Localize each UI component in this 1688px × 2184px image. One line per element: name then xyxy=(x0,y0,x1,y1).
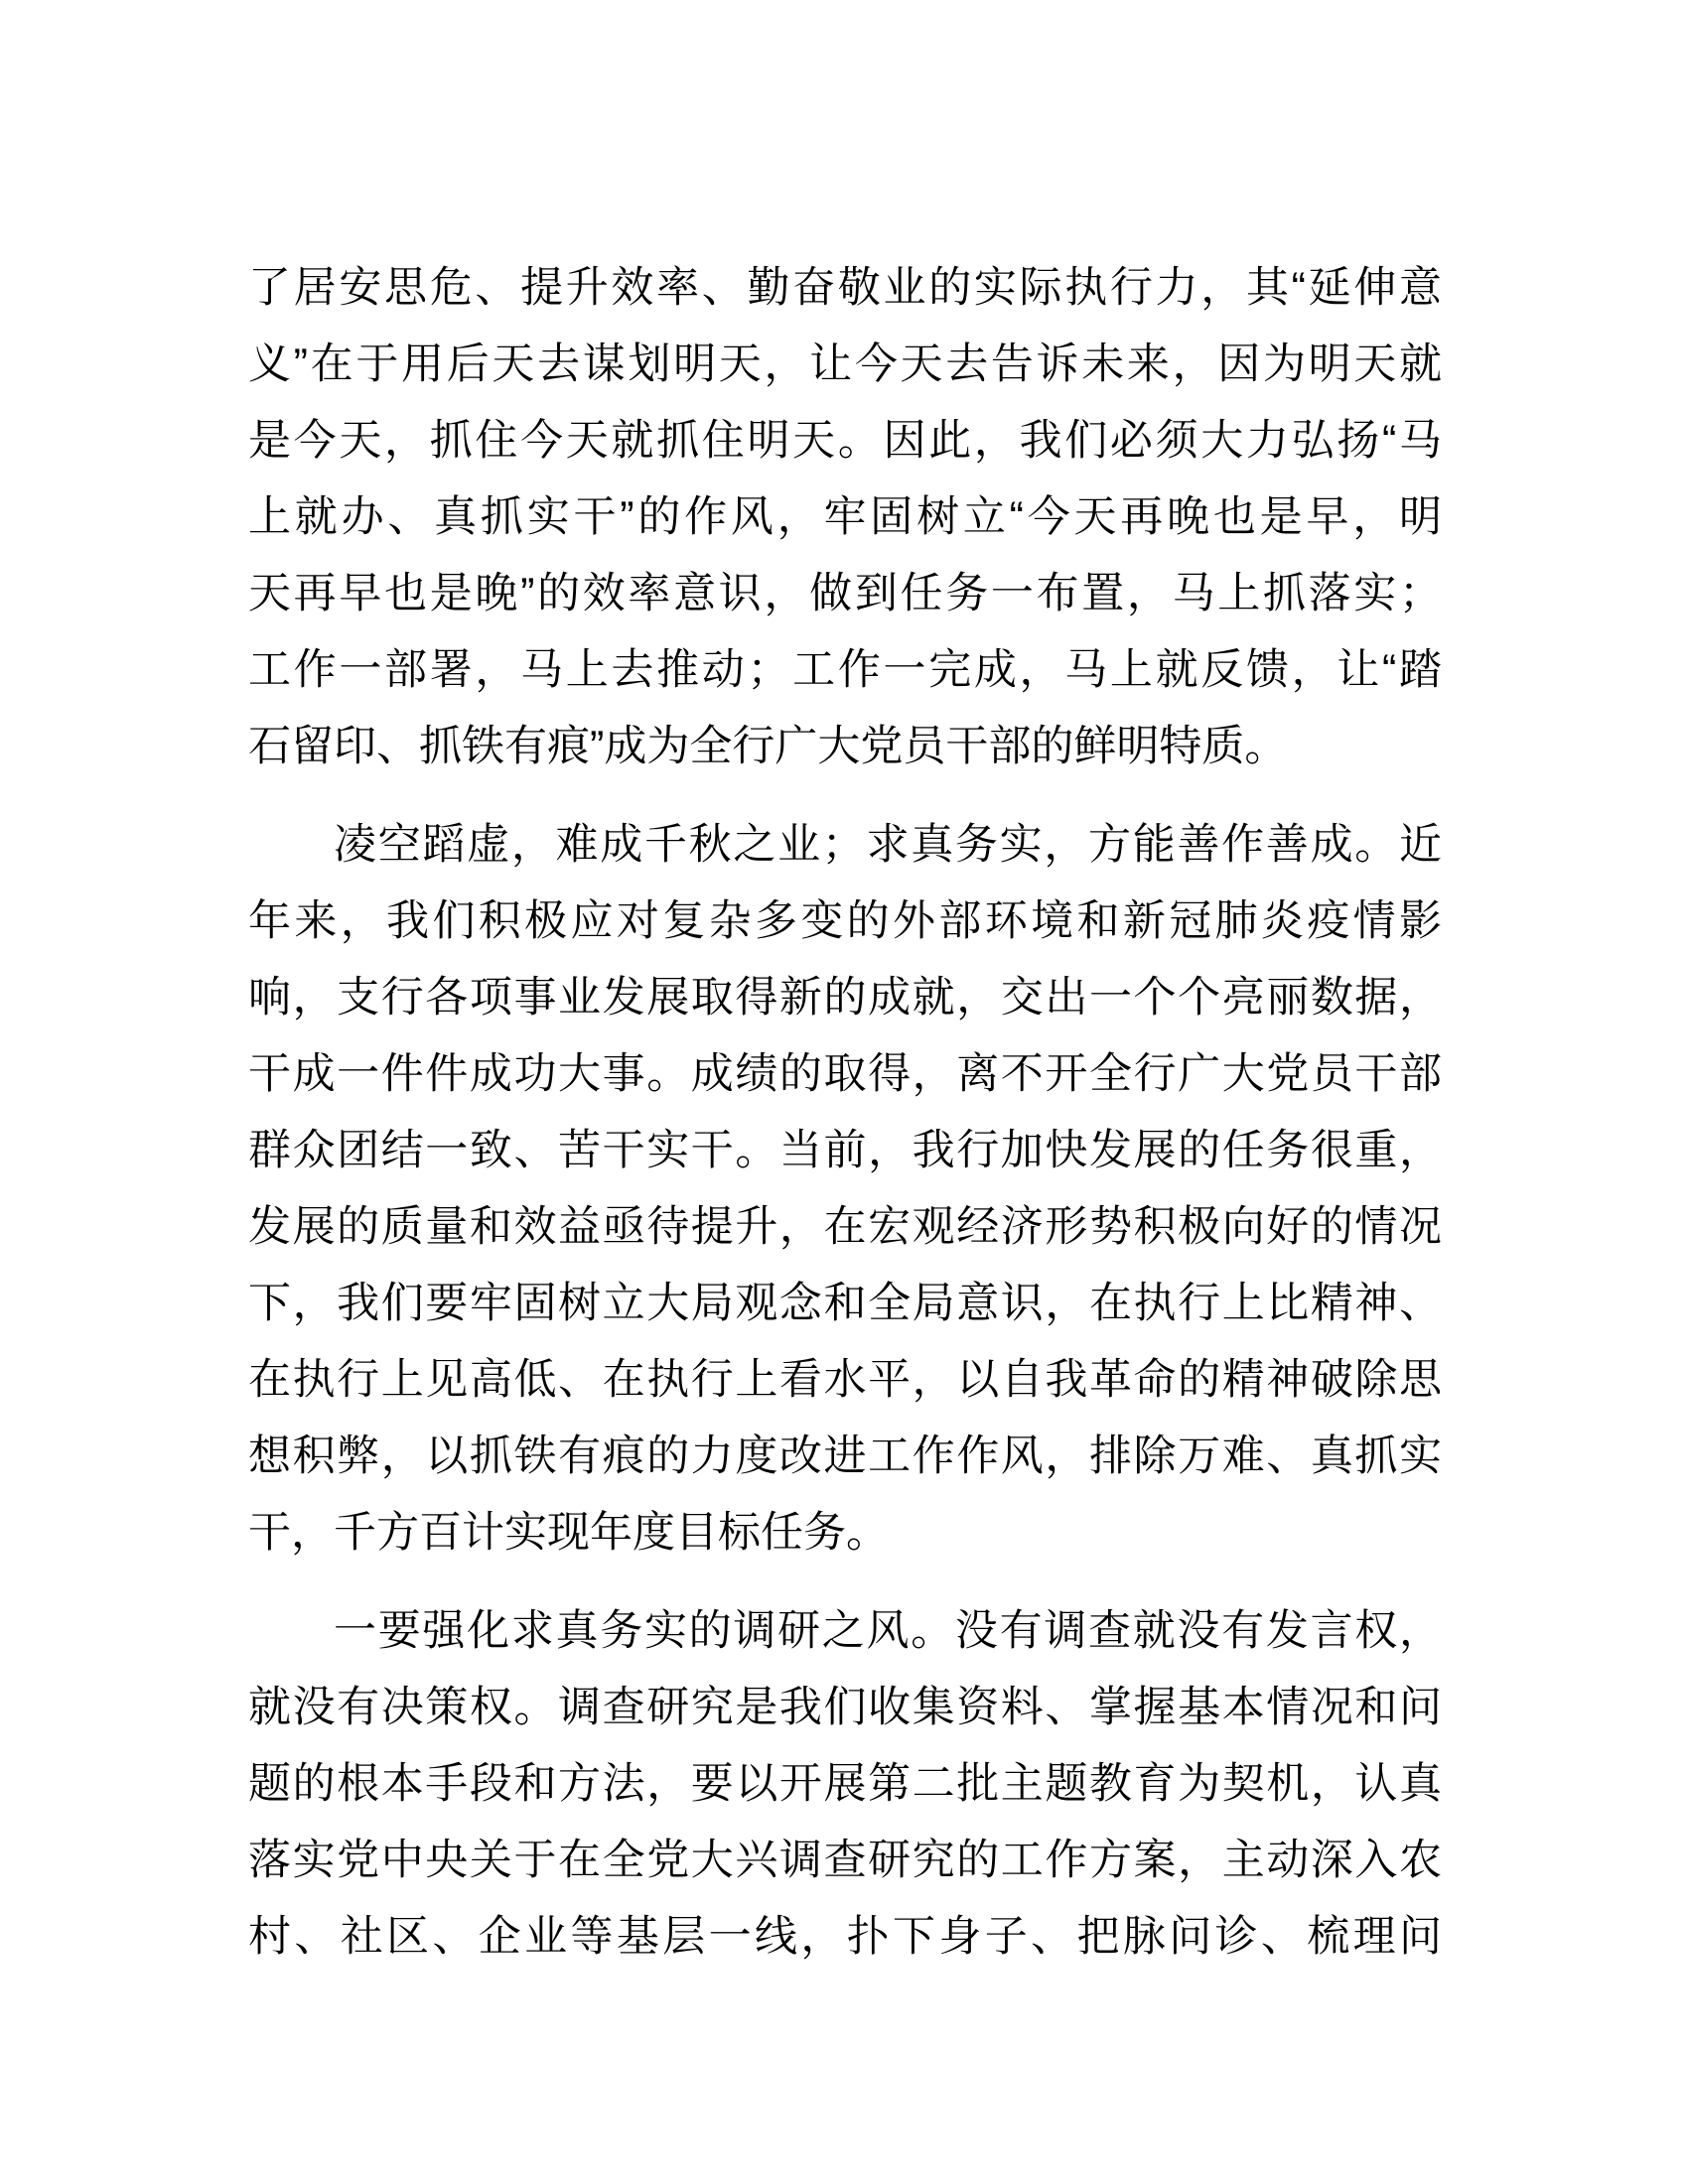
text-line: 发展的质量和效益亟待提升，在宏观经济形势积极向好的情况 xyxy=(248,1203,1442,1251)
text-line: 落实党中央关于在全党大兴调查研究的工作方案，主动深入农 xyxy=(248,1837,1442,1884)
text-line: 干，千方百计实现年度目标任务。 xyxy=(248,1509,889,1557)
text-line: 在执行上见高低、在执行上看水平，以自我革命的精神破除思 xyxy=(248,1356,1442,1404)
text-line: 下，我们要牢固树立大局观念和全局意识，在执行上比精神、 xyxy=(248,1280,1442,1327)
text-line: 上就办、真抓实干”的作风，牢固树立“今天再晚也是早，明 xyxy=(248,493,1442,541)
text-line: 想积弊，以抓铁有痕的力度改进工作作风，排除万难、真抓实 xyxy=(248,1433,1442,1480)
text-line: 义”在于用后天去谋划明天，让今天去告诉未来，因为明天就 xyxy=(248,341,1442,388)
paragraph-1-continuation xyxy=(248,250,1442,785)
text-line: 天再早也是晚”的效率意识，做到任务一布置，马上抓落实； xyxy=(248,570,1442,617)
text-line: 凌空蹈虚，难成千秋之业；求真务实，方能善作善成。近 xyxy=(334,821,1442,869)
text-line: 是今天，抓住今天就抓住明天。因此，我们必须大力弘扬“马 xyxy=(248,417,1442,465)
text-line: 年来，我们积极应对复杂多变的外部环境和新冠肺炎疫情影 xyxy=(248,897,1442,945)
text-line: 石留印、抓铁有痕”成为全行广大党员干部的鲜明特质。 xyxy=(248,723,1288,770)
text-line: 响，支行各项事业发展取得新的成就，交出一个个亮丽数据， xyxy=(248,974,1442,1022)
text-line: 工作一部署，马上去推动；工作一完成，马上就反馈，让“踏 xyxy=(248,646,1442,694)
paragraph-2 xyxy=(248,807,1442,1571)
text-line: 一要强化求真务实的调研之风。没有调查就没有发言权， xyxy=(334,1607,1442,1655)
document-body xyxy=(248,250,1442,1976)
text-line: 村、社区、企业等基层一线，扑下身子、把脉问诊、梳理问 xyxy=(248,1913,1442,1961)
text-line: 就没有决策权。调查研究是我们收集资料、掌握基本情况和问 xyxy=(248,1684,1442,1731)
text-line: 了居安思危、提升效率、勤奋敬业的实际执行力，其“延伸意 xyxy=(248,264,1442,312)
text-line: 题的根本手段和方法，要以开展第二批主题教育为契机，认真 xyxy=(248,1760,1442,1808)
text-line: 群众团结一致、苦干实干。当前，我行加快发展的任务很重， xyxy=(248,1127,1442,1174)
paragraph-3 xyxy=(248,1593,1442,1976)
text-line: 干成一件件成功大事。成绩的取得，离不开全行广大党员干部 xyxy=(248,1050,1442,1098)
